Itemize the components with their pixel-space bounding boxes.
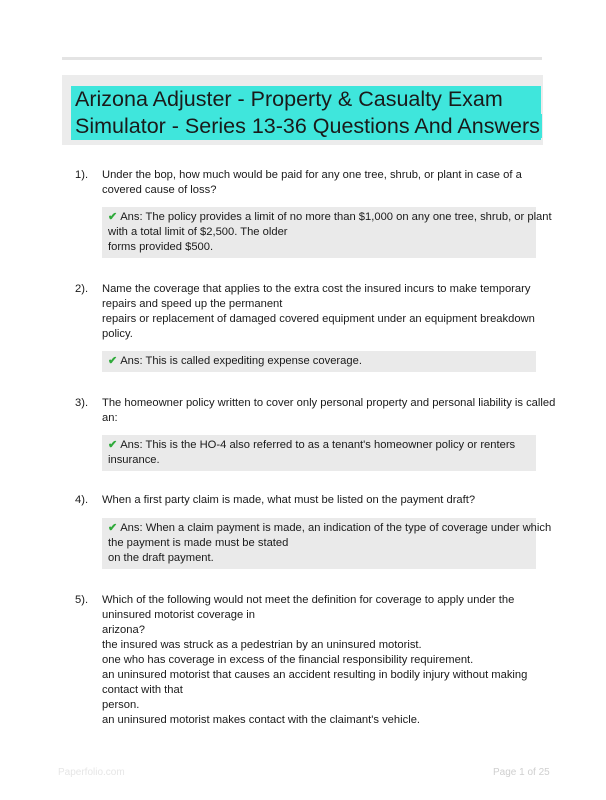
- question-option: person.: [102, 699, 140, 711]
- top-divider: [62, 57, 542, 60]
- title-line-1: Arizona Adjuster - Property & Casualty Exam: [75, 87, 503, 111]
- page-indicator: Page 1 of 25: [493, 767, 550, 778]
- checkmark-icon: ✔: [108, 522, 118, 534]
- question-text: [102, 282, 540, 342]
- question-option: an uninsured motorist makes contact with the claimant's vehicle.: [102, 714, 421, 726]
- answer-2: [102, 351, 536, 372]
- question-number: 4).: [75, 494, 89, 506]
- question-option: the insured was struck as a pedestrian by an uninsured motorist.: [102, 639, 422, 651]
- question-line: covered cause of loss?: [102, 184, 217, 196]
- question-line: When a first party claim is made, what must be listed on the payment draft?: [102, 494, 476, 506]
- question-text: [102, 168, 540, 198]
- checkmark-icon: ✔: [108, 211, 118, 223]
- question-line: policy.: [102, 328, 133, 340]
- answer-3: [102, 435, 536, 471]
- question-line: uninsured motorist coverage in: [102, 609, 255, 621]
- answer-line: with a total limit of $2,500. The older: [108, 226, 288, 238]
- question-line: Under the bop, how much would be paid for any one tree, shrub, or plant in case of a: [102, 169, 522, 181]
- question-number: 3).: [75, 397, 89, 409]
- checkmark-icon: ✔: [108, 355, 118, 367]
- answer-line: the payment is made must be stated: [108, 537, 289, 549]
- answer-line: Ans: This is the HO-4 also referred to as a tenant's homeowner policy or renters: [120, 439, 516, 451]
- question-number: 2).: [75, 283, 89, 295]
- question-number: 5).: [75, 594, 89, 606]
- answer-line: forms provided $500.: [108, 241, 214, 253]
- question-line: Name the coverage that applies to the extra cost the insured incurs to make temporary: [102, 283, 531, 295]
- footer-watermark: Paperfolio.com: [58, 767, 125, 778]
- answer-line: insurance.: [108, 454, 160, 466]
- question-option: contact with that: [102, 684, 183, 696]
- question-line: repairs and speed up the permanent: [102, 298, 283, 310]
- title-line-2: Simulator - Series 13-36 Questions And Answers: [75, 114, 540, 138]
- question-text: [102, 396, 556, 426]
- answer-1: [102, 207, 552, 258]
- answer-line: Ans: This is called expediting expense coverage.: [120, 355, 362, 367]
- question-option: one who has coverage in excess of the financial responsibility requirement.: [102, 654, 474, 666]
- question-line: repairs or replacement of damaged covered equipment under an equipment breakdown: [102, 313, 535, 325]
- question-text: [102, 593, 540, 728]
- question-number: 1).: [75, 169, 89, 181]
- question-line: an:: [102, 412, 118, 424]
- question-option: an uninsured motorist that causes an accident resulting in bodily injury without making: [102, 669, 528, 681]
- question-line: arizona?: [102, 624, 145, 636]
- answer-4: [102, 518, 552, 569]
- answer-line: on the draft payment.: [108, 552, 214, 564]
- document-title: [71, 86, 541, 140]
- answer-line: Ans: When a claim payment is made, an indication of the type of coverage under which: [120, 522, 552, 534]
- answer-line: Ans: The policy provides a limit of no more than $1,000 on any one tree, shrub, or plant: [120, 211, 552, 223]
- question-line: Which of the following would not meet the definition for coverage to apply under the: [102, 594, 515, 606]
- checkmark-icon: ✔: [108, 439, 118, 451]
- question-text: [102, 493, 540, 508]
- question-line: The homeowner policy written to cover only personal property and personal liability is called: [102, 397, 556, 409]
